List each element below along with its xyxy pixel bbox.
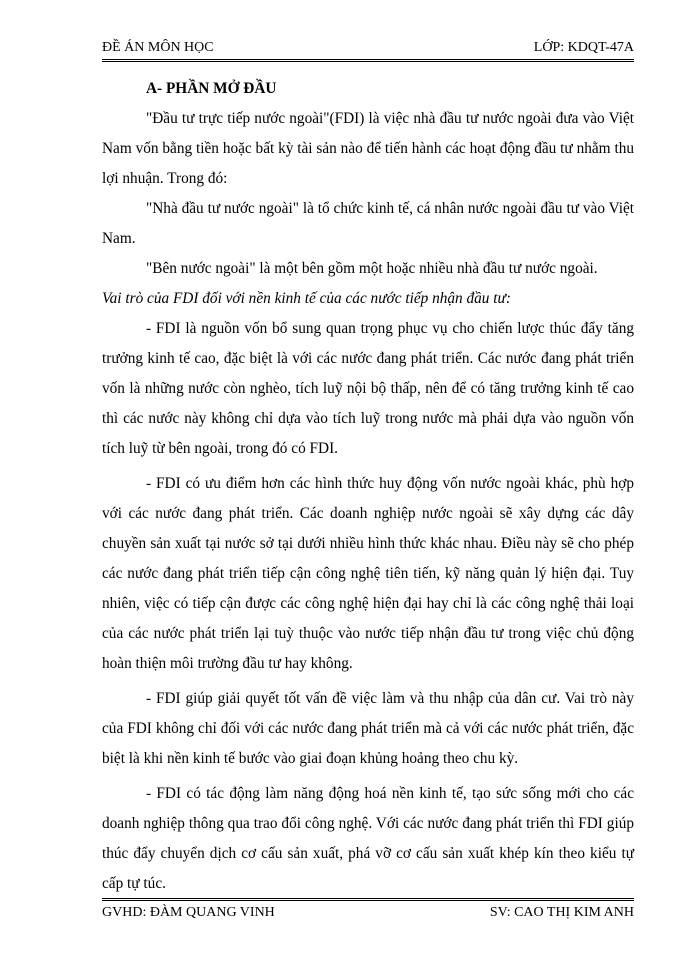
page-footer <box>102 905 634 921</box>
subheading-fdi-role: Vai trò của FDI đối với nền kinh tế của các nước tiếp nhận đầu tư: <box>102 290 511 307</box>
page-body <box>102 74 634 899</box>
header-class-code: LỚP: KDQT-47A <box>533 40 634 55</box>
section-heading: A- PHẦN MỞ ĐẦU <box>146 80 277 97</box>
bullet-advantages: - FDI có ưu điểm hơn các hình thức huy động vốn nước ngoài khác, phù hợp với các nước đang phát triển. Các doanh nghiệp nước ngoài sẽ xây dựng các dây chuyền sản xuất tại nước sở tại dưới nhiều hình thức khác nhau. Điều này sẽ cho phép các nước đang phát triển tiếp cận công nghệ tiên tiến, kỹ năng quản lý hiện đại. Tuy nhiên, việc có tiếp cận được các công nghệ hiện đại hay chỉ là các công nghệ thải loại của các nước phát triển lại tuỳ thuộc vào nước tiếp nhận đầu tư trong việc chủ động hoàn thiện môi trường đầu tư hay không. <box>102 475 634 672</box>
footer-supervisor: GVHD: ĐÀM QUANG VINH <box>102 905 275 920</box>
paragraph-fdi-definition: "Đầu tư trực tiếp nước ngoài"(FDI) là việc nhà đầu tư nước ngoài đưa vào Việt Nam vốn bằng tiền hoặc bất kỳ tài sản nào để tiến hành các hoạt động đầu tư nhằm thu lợi nhuận. Trong đó: <box>102 110 634 187</box>
paragraph-foreign-investor: "Nhà đầu tư nước ngoài" là tổ chức kinh tế, cá nhân nước ngoài đầu tư vào Việt Nam. <box>102 200 634 247</box>
footer-double-rule <box>102 898 634 901</box>
paragraph-foreign-party: "Bên nước ngoài" là một bên gồm một hoặc nhiều nhà đầu tư nước ngoài. <box>146 260 598 277</box>
header-course-title: ĐỀ ÁN MÔN HỌC <box>102 40 214 55</box>
footer-student: SV: CAO THỊ KIM ANH <box>489 905 634 920</box>
bullet-capital-source: - FDI là nguồn vốn bổ sung quan trọng phục vụ cho chiến lược thúc đẩy tăng trưởng kinh tế cao, đặc biệt là với các nước đang phát triển. Các nước đang phát triển vốn là những nước còn nghèo, tích luỹ nội bộ thấp, nên để có tăng trưởng kinh tế cao thì các nước này không chỉ dựa vào tích luỹ trong nước mà phải dựa vào nguồn vốn tích luỹ từ bên ngoài, trong đó có FDI. <box>102 320 634 457</box>
header-double-rule <box>102 59 634 62</box>
bullet-dynamism: - FDI có tác động làm năng động hoá nền kinh tế, tạo sức sống mới cho các doanh nghiệp thông qua trao đổi công nghệ. Với các nước đang phát triển thì FDI giúp thúc đẩy chuyển dịch cơ cấu sản xuất, phá vỡ cơ cấu sản xuất khép kín theo kiểu tự cấp tự túc. <box>102 785 634 892</box>
bullet-employment: - FDI giúp giải quyết tốt vấn đề việc làm và thu nhập của dân cư. Vai trò này của FDI không chỉ đối với các nước đang phát triển mà cả với các nước phát triển, đặc biệt là khi nền kinh tế bước vào giai đoạn khủng hoảng theo chu kỳ. <box>102 690 634 767</box>
page-header <box>102 40 634 56</box>
